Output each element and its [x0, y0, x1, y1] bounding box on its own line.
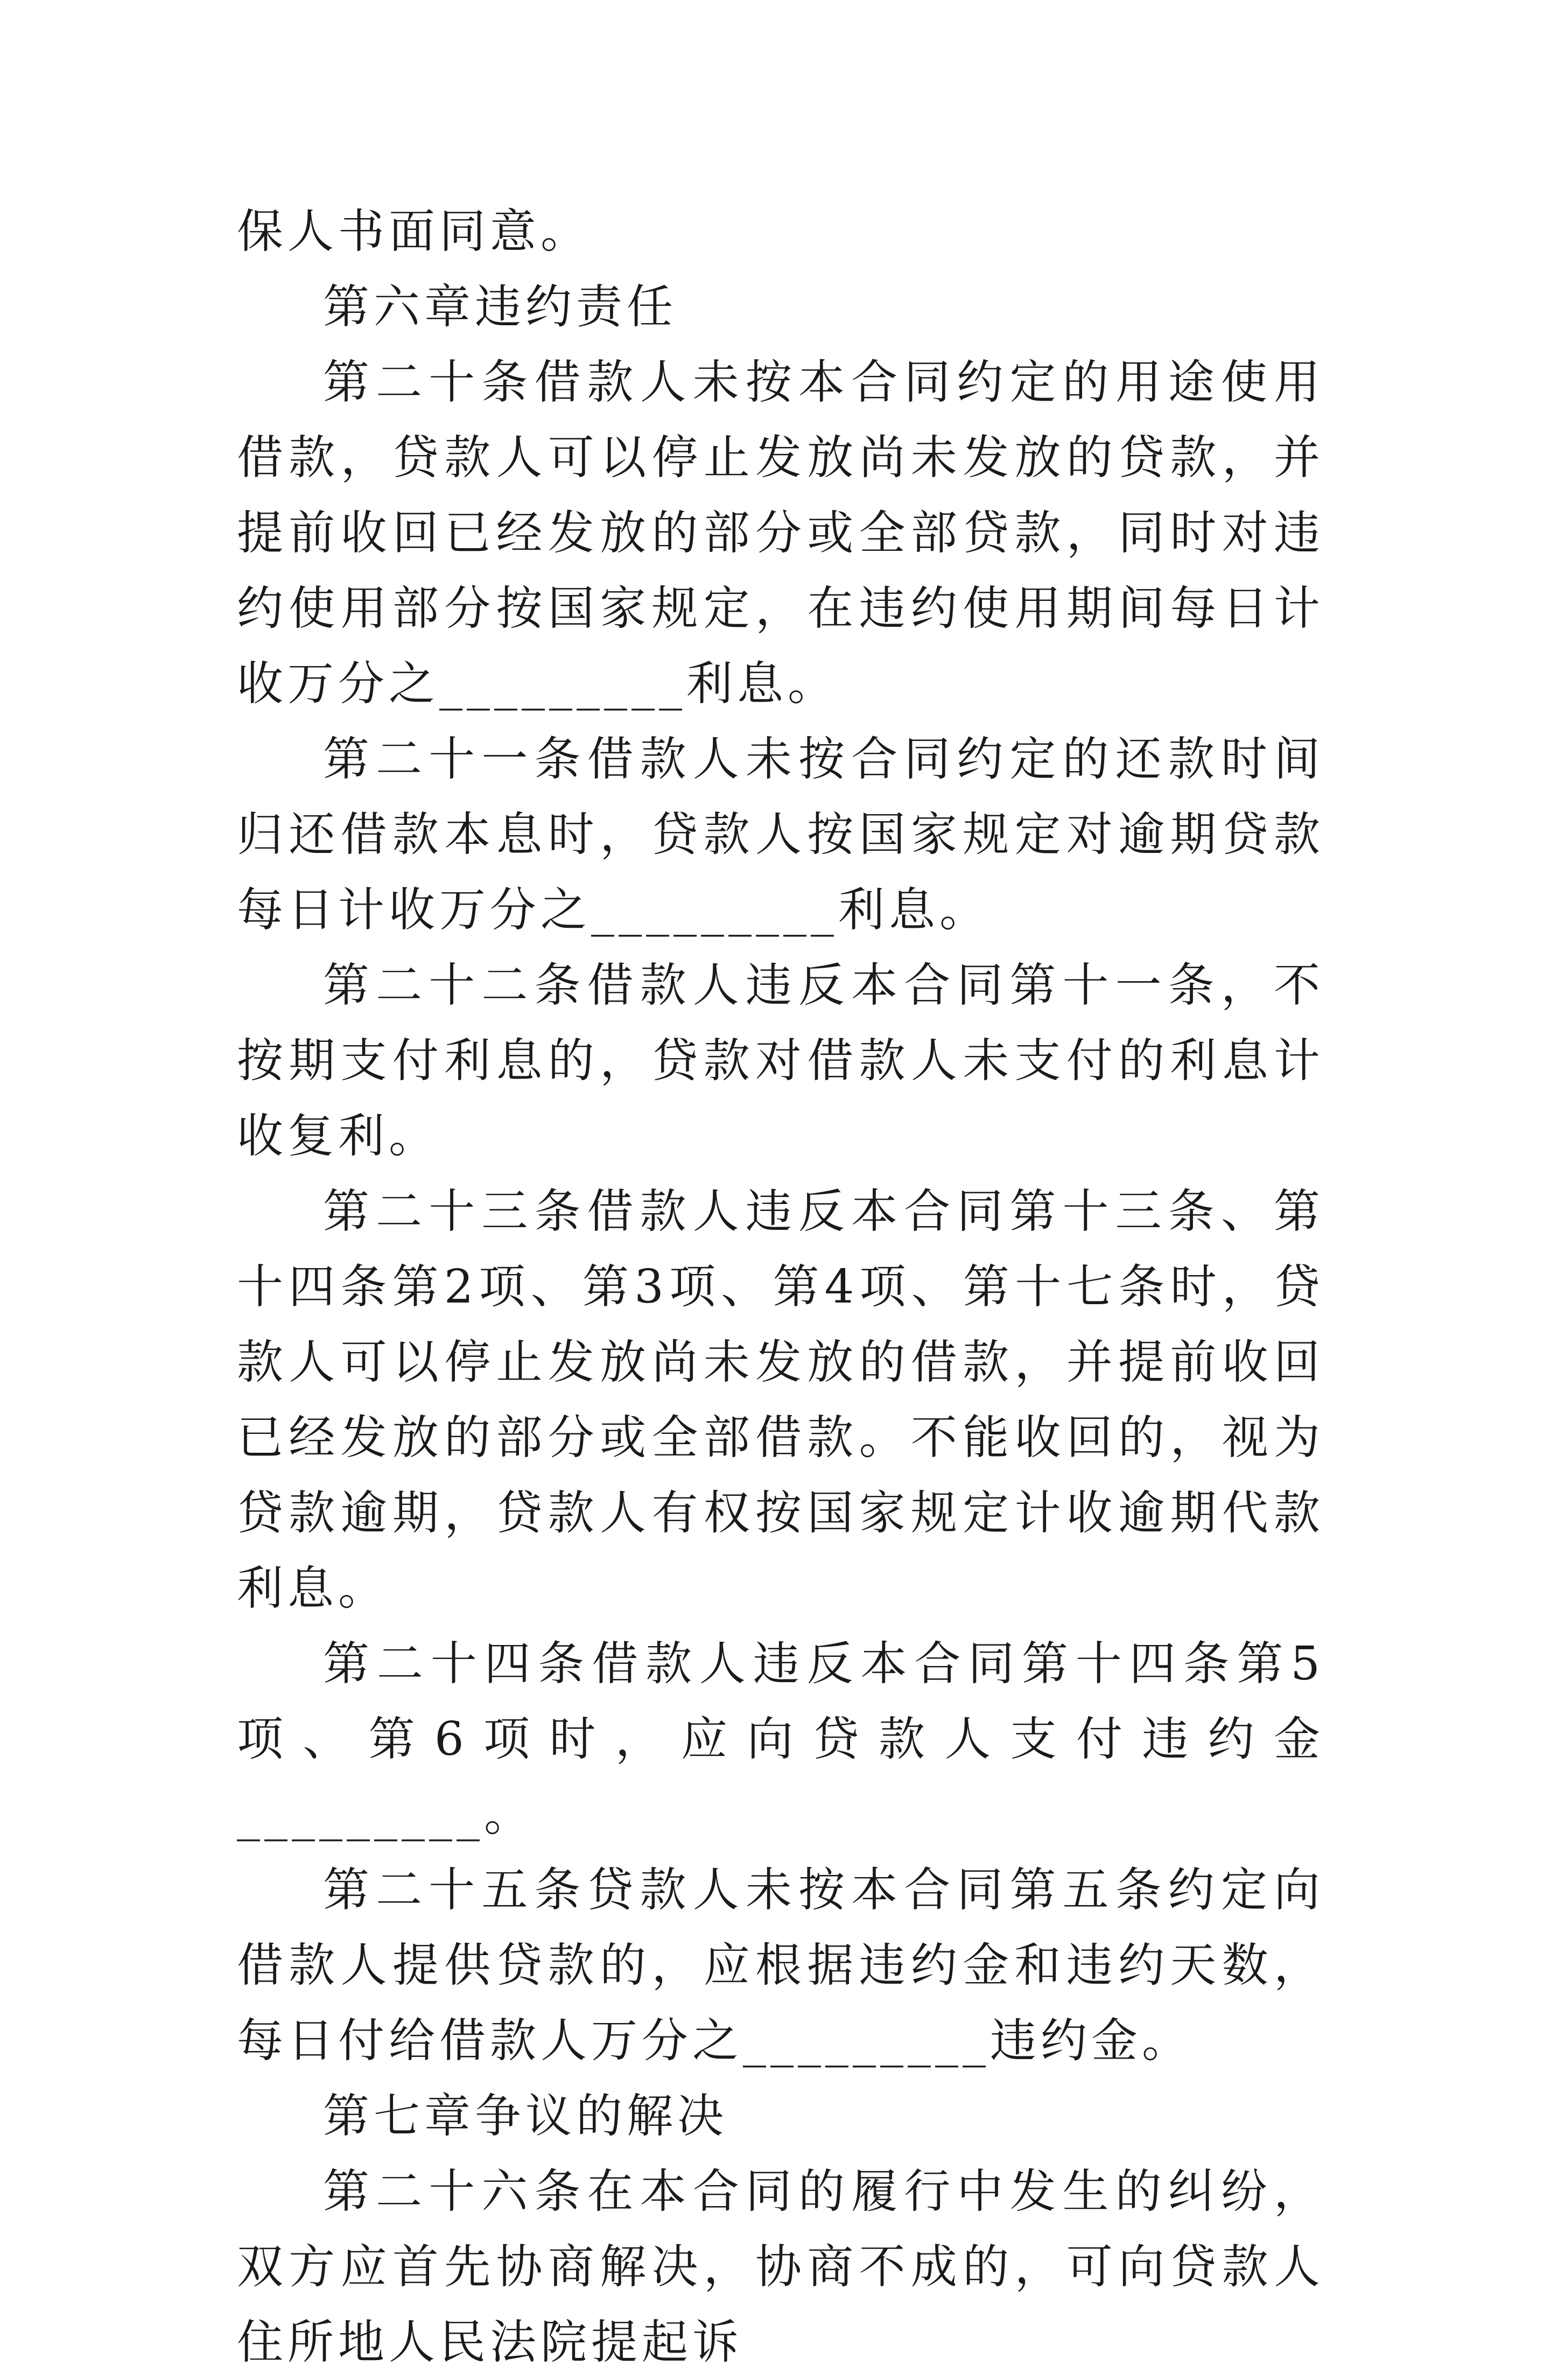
article-23: 第二十三条借款人违反本合同第十三条、第十四条第2项、第3项、第4项、第十七条时，贷款人可以停止发放尚未发放的借款，并提前收回已经发放的部分或全部借款。不能收回的，视为贷款逾期，贷款人有权按国家规定计收逾期代款利息。 [237, 1185, 1324, 1615]
article-24: 第二十四条借款人违反本合同第十四条第5项、第6项时，应向贷款人支付违约金_________。 [237, 1637, 1324, 1842]
article-20: 第二十条借款人未按本合同约定的用途使用借款，贷款人可以停止发放尚未发放的贷款，并提前收回已经发放的部分或全部贷款，同时对违约使用部分按国家规定，在违约使用期间每日计收万分之_________利息。 [237, 355, 1324, 711]
article-21: 第二十一条借款人未按合同约定的还款时间归还借款本息时，贷款人按国家规定对逾期贷款每日计收万分之_________利息。 [237, 732, 1324, 937]
paragraph-continuation: 保人书面同意。 [237, 205, 591, 258]
chapter-heading-7: 第七章争议的解决 [323, 2089, 728, 2143]
chapter-heading-6: 第六章违约责任 [323, 280, 677, 334]
article-22: 第二十二条借款人违反本合同第十一条，不按期支付利息的，贷款对借款人未支付的利息计收复利。 [237, 958, 1324, 1163]
article-25: 第二十五条贷款人未按本合同第五条约定向借款人提供贷款的，应根据违约金和违约天数，每日付给借款人万分之_________违约金。 [237, 1863, 1324, 2068]
article-26: 第二十六条在本合同的履行中发生的纠纷，双方应首先协商解决，协商不成的，可向贷款人住所地人民法院提起诉 [237, 2165, 1324, 2369]
document-body [237, 194, 1324, 2380]
